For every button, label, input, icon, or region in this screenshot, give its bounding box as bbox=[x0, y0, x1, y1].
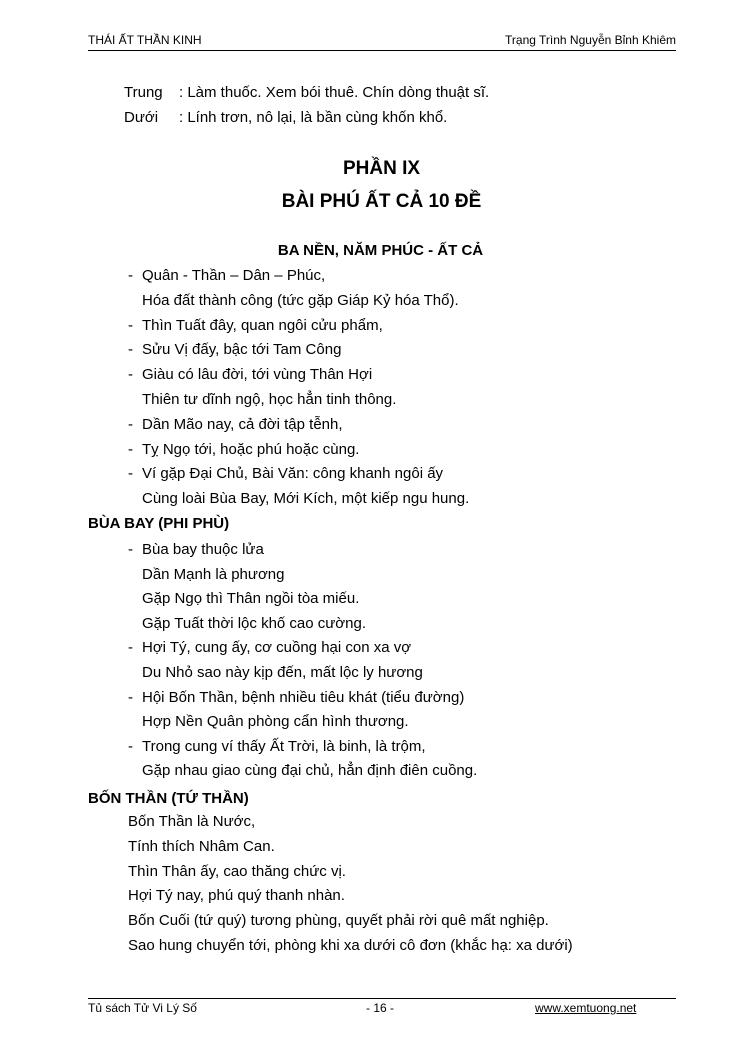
verse-text: Dần Mão nay, cả đời tập tễnh, bbox=[142, 415, 343, 433]
verse-text: Dần Mạnh là phương bbox=[142, 565, 285, 583]
header-author: Trạng Trình Nguyễn Bỉnh Khiêm bbox=[505, 33, 676, 47]
section-heading: BA NỀN, NĂM PHÚC - ẤT CẢ bbox=[277, 242, 484, 259]
dash-marker: - bbox=[128, 415, 133, 433]
dash-marker: - bbox=[128, 465, 133, 483]
intro-term: Trung bbox=[124, 84, 163, 101]
verse-text: Hội Bốn Thần, bệnh nhiều tiêu khát (tiểu đường) bbox=[142, 688, 465, 706]
intro-text: : Lính trơn, nô lại, là bần cùng khốn khổ. bbox=[179, 109, 448, 126]
verse-line: Bốn Cuối (tứ quý) tương phùng, quyết phải rời quê mất nghiệp. bbox=[128, 912, 549, 930]
verse-text: Ví gặp Đại Chủ, Bài Văn: công khanh ngôi ấy bbox=[142, 465, 444, 483]
dash-marker: - bbox=[128, 440, 133, 458]
part-number: PHẦN IX bbox=[342, 158, 421, 179]
header-divider bbox=[88, 50, 676, 51]
dash-marker: - bbox=[128, 341, 133, 359]
verse-text: Thiên tư dĩnh ngộ, học hẳn tinh thông. bbox=[142, 391, 397, 408]
verse-text: Hóa đất thành công (tức gặp Giáp Kỷ hóa Thổ). bbox=[142, 291, 459, 309]
section-heading: BỐN THẦN (TỨ THẦN) bbox=[88, 790, 249, 807]
verse-text: Cùng loài Bùa Bay, Mới Kích, một kiếp ngu hung. bbox=[142, 490, 470, 508]
verse-text: Trong cung ví thấy Ất Trời, là binh, là trộm, bbox=[142, 737, 426, 755]
footer-divider bbox=[88, 998, 676, 999]
intro-term: Dưới bbox=[124, 109, 159, 126]
verse-line: Hợi Tý nay, phú quý thanh nhàn. bbox=[128, 887, 345, 905]
dash-marker: - bbox=[128, 688, 133, 706]
header-book-title: THÁI ẤT THẦN KINH bbox=[88, 33, 202, 47]
footer-website-link[interactable]: www.xemtuong.net bbox=[535, 1001, 637, 1015]
verse-line: Thìn Thân ấy, cao thăng chức vị. bbox=[128, 862, 346, 880]
page-header bbox=[88, 33, 676, 47]
footer-series: Tủ sách Tử Vi Lý Số bbox=[88, 1001, 197, 1015]
verse-text: Bùa bay thuộc lửa bbox=[142, 541, 264, 558]
intro-text: : Làm thuốc. Xem bói thuê. Chín dòng thuật sĩ. bbox=[179, 84, 490, 101]
verse-line: Tính thích Nhâm Can. bbox=[128, 837, 275, 855]
dash-marker: - bbox=[128, 541, 133, 558]
verse-text: Hợi Tý, cung ấy, cơ cuồng hại con xa vợ bbox=[142, 639, 412, 657]
verse-text: Gặp Tuất thời lộc khố cao cường. bbox=[142, 614, 366, 632]
verse-line: Sao hung chuyển tới, phòng khi xa dưới cô đơn (khắc hạ: xa dưới) bbox=[128, 937, 573, 954]
dash-marker: - bbox=[128, 316, 133, 334]
dash-marker: - bbox=[128, 267, 133, 284]
part-title: BÀI PHÚ ẤT CẢ 10 ĐỀ bbox=[281, 191, 482, 212]
dash-marker: - bbox=[128, 639, 133, 657]
footer-page-number: - 16 - bbox=[366, 1001, 395, 1015]
verse-line: Bốn Thần là Nước, bbox=[128, 813, 256, 830]
verse-text: Hợp Nền Quân phòng cẩn hình thương. bbox=[142, 713, 409, 731]
section-heading: BÙA BAY (PHI PHÙ) bbox=[88, 515, 230, 532]
verse-text: Sửu Vị đấy, bậc tới Tam Công bbox=[142, 341, 342, 359]
dash-marker: - bbox=[128, 366, 133, 384]
verse-text: Du Nhỏ sao này kịp đến, mất lộc ly hương bbox=[142, 664, 423, 681]
verse-text: Thìn Tuất đây, quan ngôi cửu phẩm, bbox=[142, 316, 383, 334]
dash-marker: - bbox=[128, 737, 133, 755]
verse-text: Gặp Ngọ thì Thân ngồi tòa miếu. bbox=[142, 590, 360, 608]
verse-text: Quân - Thần – Dân – Phúc, bbox=[142, 267, 326, 284]
verse-text: Gặp nhau giao cùng đại chủ, hẳn định điên cuồng. bbox=[142, 762, 478, 780]
verse-text: Tỵ Ngọ tới, hoặc phú hoặc cùng. bbox=[142, 440, 360, 458]
verse-text: Giàu có lâu đời, tới vùng Thân Hợi bbox=[142, 366, 373, 384]
